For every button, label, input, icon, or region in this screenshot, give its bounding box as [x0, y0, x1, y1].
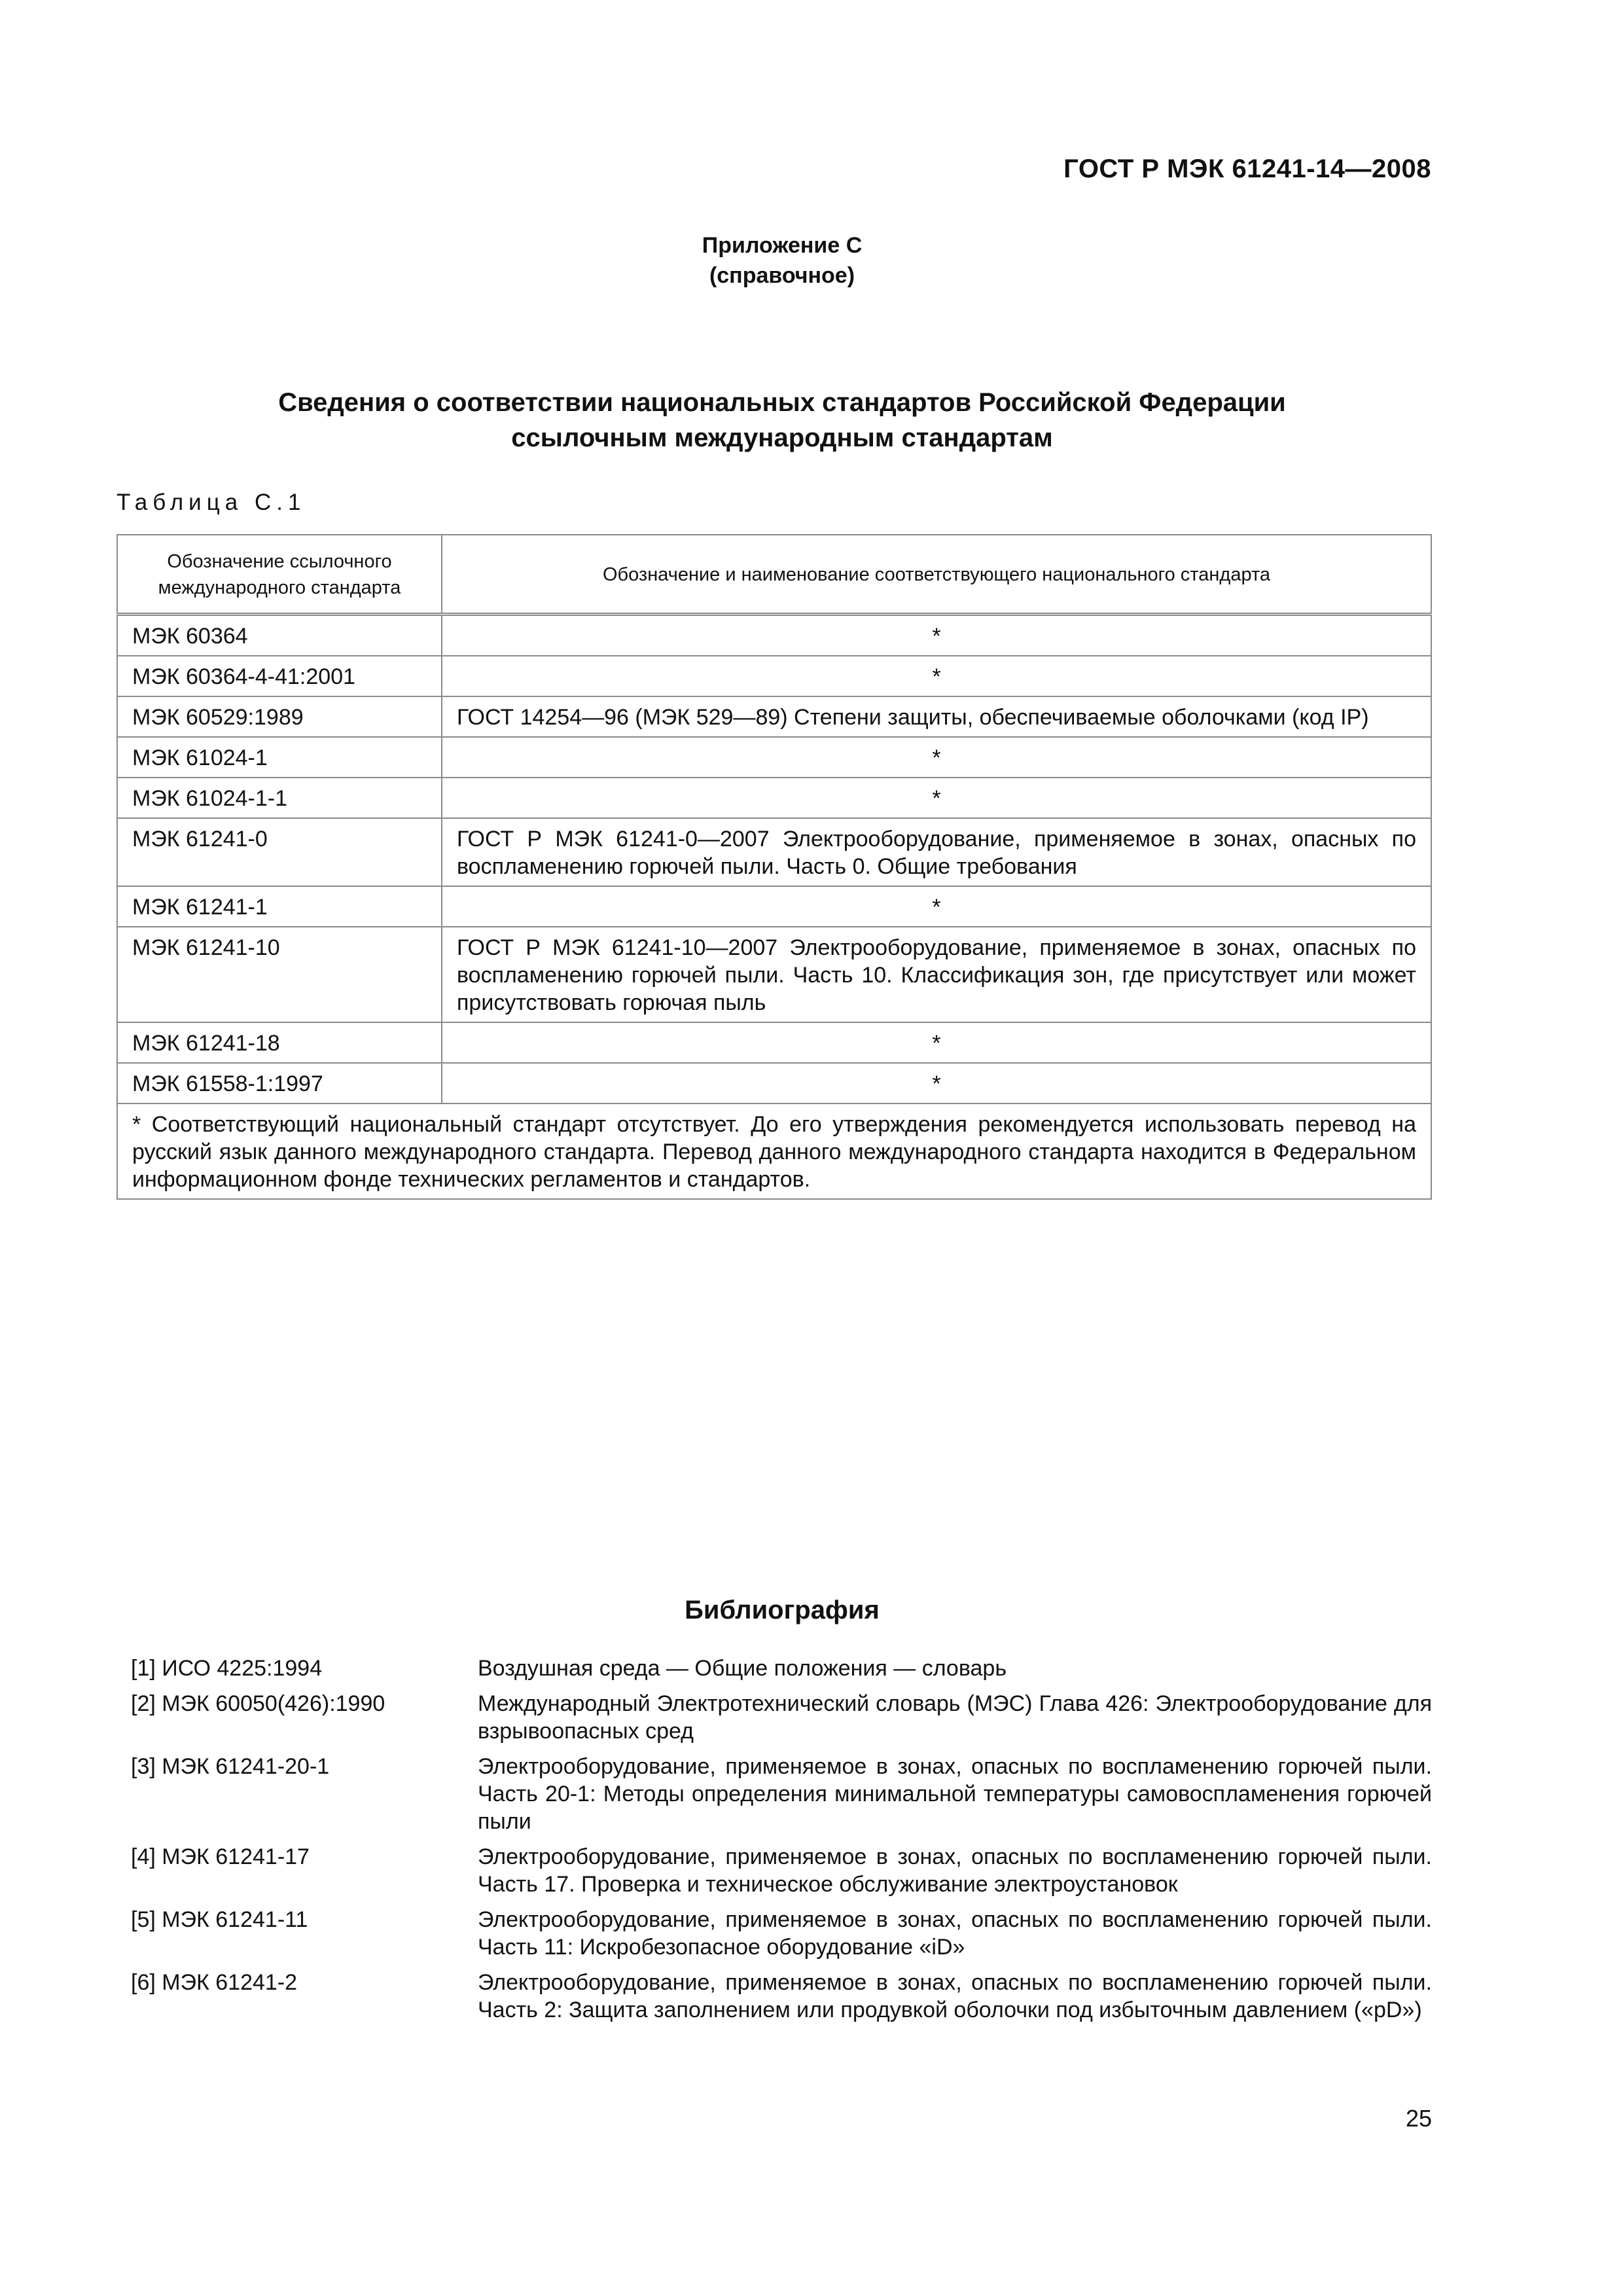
correspondence-table — [116, 534, 1432, 1200]
table-row — [117, 615, 1431, 656]
bibliography-num: [3] — [131, 1754, 156, 1779]
bibliography-ref — [131, 1969, 478, 2024]
table-row — [117, 818, 1431, 886]
bibliography-ref — [131, 1906, 478, 1961]
bibliography-item — [131, 1969, 1432, 2024]
bibliography-standard: МЭК 61241-11 — [162, 1907, 308, 1932]
bibliography-num: [5] — [131, 1907, 156, 1932]
bibliography-num: [1] — [131, 1656, 156, 1681]
table-row — [117, 656, 1431, 696]
bibliography-item — [131, 1843, 1432, 1898]
section-title — [0, 385, 1564, 456]
document-code: ГОСТ Р МЭК 61241-14—2008 — [1063, 154, 1431, 183]
cell-ref: МЭК 61241-18 — [117, 1022, 442, 1063]
table-row — [117, 737, 1431, 778]
bibliography-text: Электрооборудование, применяемое в зонах, опасных по воспламенению горючей пыли. Часть 2: Защита заполнением или продувкой оболочки под избыточным давлением («pD») — [478, 1970, 1432, 2022]
cell-ref: МЭК 61558-1:1997 — [117, 1063, 442, 1103]
bibliography-item — [131, 1690, 1432, 1745]
bibliography-item — [131, 1906, 1432, 1961]
bibliography-list — [131, 1655, 1432, 2032]
bibliography-standard: МЭК 61241-2 — [162, 1970, 298, 1995]
bibliography-ref — [131, 1690, 478, 1745]
table-header-row — [117, 535, 1431, 615]
bibliography-text: Воздушная среда — Общие положения — словарь — [478, 1656, 1007, 1681]
bibliography-num: [2] — [131, 1691, 156, 1716]
cell-national: ГОСТ Р МЭК 61241-0—2007 Электрооборудование, применяемое в зонах, опасных по воспламенению горючей пыли. Часть 0. Общие требования — [442, 818, 1431, 886]
bibliography-standard: МЭК 61241-17 — [162, 1844, 310, 1869]
table-caption: Таблица С.1 — [116, 490, 306, 515]
cell-ref: МЭК 61241-1 — [117, 886, 442, 927]
page-number: 25 — [1405, 2105, 1432, 2132]
table-row — [117, 696, 1431, 737]
cell-national: * — [442, 737, 1431, 778]
bibliography-ref — [131, 1753, 478, 1835]
bibliography-text: Электрооборудование, применяемое в зонах, опасных по воспламенению горючей пыли. Часть 17. Проверка и техническое обслуживание электроустановок — [478, 1844, 1432, 1897]
bibliography-item — [131, 1655, 1432, 1682]
bibliography-standard: ИСО 4225:1994 — [162, 1656, 323, 1681]
bibliography-text: Международный Электротехнический словарь (МЭС) Глава 426: Электрооборудование для взрывоопасных сред — [478, 1691, 1432, 1744]
bibliography-text: Электрооборудование, применяемое в зонах, опасных по воспламенению горючей пыли. Часть 11: Искробезопасное оборудование «iD» — [478, 1907, 1432, 1960]
table-footnote-row — [117, 1103, 1431, 1199]
header-international-standard: Обозначение ссылочного международного стандарта — [117, 535, 442, 615]
bibliography-standard: МЭК 60050(426):1990 — [162, 1691, 385, 1716]
bibliography-standard: МЭК 61241-20-1 — [162, 1754, 330, 1779]
annex-subtitle: (справочное) — [709, 263, 855, 288]
table-row — [117, 778, 1431, 818]
cell-ref: МЭК 61241-10 — [117, 927, 442, 1022]
table-footnote: * Соответствующий национальный стандарт отсутствует. До его утверждения рекомендуется использовать перевод на русский язык данного международного стандарта. Перевод данного международного стандарта находится в Федеральном информационном фонде технических регламентов и стандартов. — [117, 1103, 1431, 1199]
bibliography-num: [4] — [131, 1844, 156, 1869]
cell-national: * — [442, 778, 1431, 818]
cell-national: ГОСТ 14254—96 (МЭК 529—89) Степени защиты, обеспечиваемые оболочками (код IP) — [442, 696, 1431, 737]
bibliography-title: Библиография — [685, 1596, 880, 1624]
bibliography-item — [131, 1753, 1432, 1835]
cell-national: * — [442, 886, 1431, 927]
bibliography-num: [6] — [131, 1970, 156, 1995]
table-row — [117, 886, 1431, 927]
cell-ref: МЭК 60529:1989 — [117, 696, 442, 737]
cell-ref: МЭК 60364 — [117, 615, 442, 656]
table-row — [117, 1022, 1431, 1063]
bibliography-text: Электрооборудование, применяемое в зонах, опасных по воспламенению горючей пыли. Часть 20-1: Методы определения минимальной температуры самовоспламенения горючей пыли — [478, 1754, 1432, 1834]
cell-ref: МЭК 60364-4-41:2001 — [117, 656, 442, 696]
annex-title: Приложение С — [702, 233, 863, 258]
bibliography-ref — [131, 1655, 478, 1682]
cell-ref: МЭК 61024-1-1 — [117, 778, 442, 818]
cell-national: ГОСТ Р МЭК 61241-10—2007 Электрооборудование, применяемое в зонах, опасных по воспламенению горючей пыли. Часть 10. Классификация зон, где присутствует или может присутствовать горючая пыль — [442, 927, 1431, 1022]
header-national-standard: Обозначение и наименование соответствующего национального стандарта — [442, 535, 1431, 615]
table-row — [117, 1063, 1431, 1103]
table-row — [117, 927, 1431, 1022]
cell-ref: МЭК 61241-0 — [117, 818, 442, 886]
section-title-line1: Сведения о соответствии национальных стандартов Российской Федерации — [278, 388, 1286, 417]
cell-national: * — [442, 615, 1431, 656]
section-title-line2: ссылочным международным стандартам — [511, 423, 1053, 452]
bibliography-ref — [131, 1843, 478, 1898]
cell-national: * — [442, 1022, 1431, 1063]
cell-national: * — [442, 1063, 1431, 1103]
cell-ref: МЭК 61024-1 — [117, 737, 442, 778]
annex-heading — [0, 230, 1564, 291]
cell-national: * — [442, 656, 1431, 696]
